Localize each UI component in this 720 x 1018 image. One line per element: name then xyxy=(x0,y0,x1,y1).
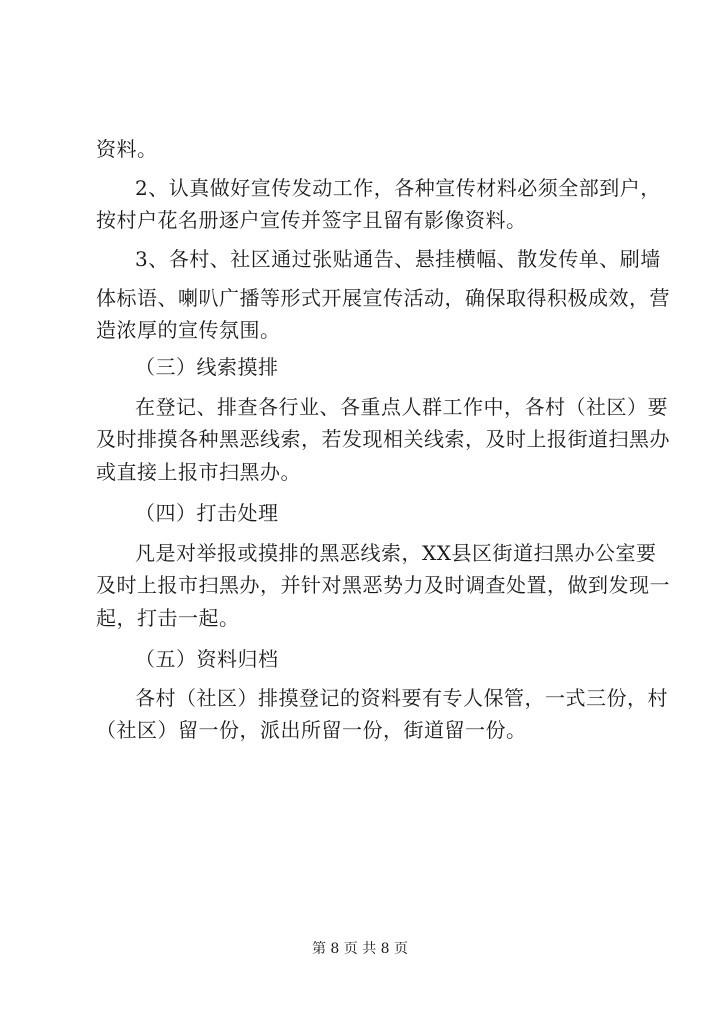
body-text-line: 及时排摸各种黑恶线索，若发现相关线索，及时上报街道扫黑办 xyxy=(96,427,670,451)
body-text-line: 起，打击一起。 xyxy=(96,606,240,630)
paragraph-clue-start: 在登记、排查各行业、各重点人群工作中，各村（社区）要 xyxy=(135,395,668,419)
paragraph-archiving-start: 各村（社区）排摸登记的资料要有专人保管，一式三份，村 xyxy=(135,686,668,710)
body-text-line: 或直接上报市扫黑办。 xyxy=(96,460,301,484)
paragraph-strike-start: 凡是对举报或摸排的黑恶线索，XX县区街道扫黑办公室要 xyxy=(135,541,657,565)
paragraph-3-start: 3、各村、社区通过张贴通告、悬挂横幅、散发传单、刷墙 xyxy=(135,247,661,271)
page-number-footer: 第 8 页 共 8 页 xyxy=(311,941,409,957)
body-text-line: 及时上报市扫黑办，并针对黑恶势力及时调查处置，做到发现一 xyxy=(96,573,670,597)
body-text-line: 资料。 xyxy=(96,137,158,161)
body-text-line: 体标语、喇叭广播等形式开展宣传活动，确保取得积极成效，营 xyxy=(96,286,670,310)
body-text-line: 造浓厚的宣传氛围。 xyxy=(96,318,281,342)
paragraph-2-start: 2、认真做好宣传发动工作，各种宣传材料必须全部到户， xyxy=(135,176,661,200)
section-heading-strike-handling: （四）打击处理 xyxy=(135,501,279,525)
body-text-line: 按村户花名册逐户宣传并签字且留有影像资料。 xyxy=(96,208,527,232)
section-heading-clue-investigation: （三）线索摸排 xyxy=(135,355,279,379)
body-text-line: （社区）留一份，派出所留一份，街道留一份。 xyxy=(96,718,527,742)
section-heading-archiving: （五）资料归档 xyxy=(135,647,279,671)
